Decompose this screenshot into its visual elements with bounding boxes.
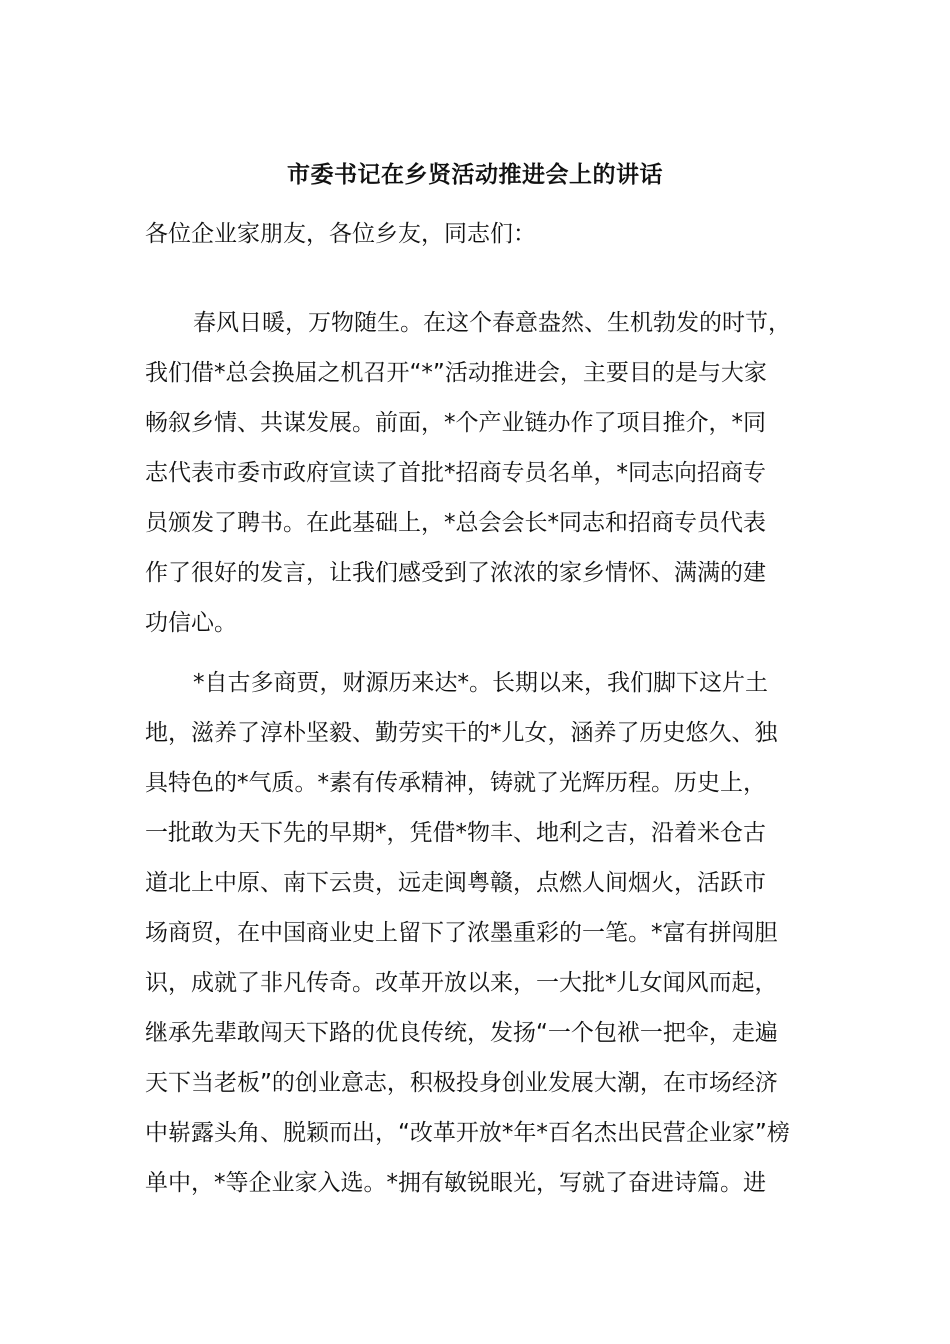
paragraph-line: 畅叙乡情、共谋发展。前面，*个产业链办作了项目推介，*同: [145, 410, 766, 436]
paragraph-line: 地，滋养了淳朴坚毅、勤劳实干的*儿女，涵养了历史悠久、独: [145, 720, 778, 746]
paragraph-line: 一批敢为天下先的早期*，凭借*物丰、地利之吉，沿着米仓古: [145, 820, 766, 846]
document-title: 市委书记在乡贤活动推进会上的讲话: [287, 162, 663, 188]
paragraph-line: 道北上中原、南下云贵，远走闽粤赣，点燃人间烟火，活跃市: [145, 870, 766, 896]
paragraph-line: 志代表市委市政府宣读了首批*招商专员名单，*同志向招商专: [145, 460, 766, 486]
paragraph-line: 作了很好的发言，让我们感受到了浓浓的家乡情怀、满满的建: [145, 560, 766, 586]
paragraph-line: 识，成就了非凡传奇。改革开放以来，一大批*儿女闻风而起，: [145, 970, 778, 996]
paragraph-line: 单中，*等企业家入选。*拥有敏锐眼光，写就了奋进诗篇。进: [145, 1170, 766, 1196]
paragraph-line: 春风日暖，万物随生。在这个春意盎然、生机勃发的时节，: [193, 310, 791, 336]
paragraph-line: 员颁发了聘书。在此基础上，*总会会长*同志和招商专员代表: [145, 510, 766, 536]
paragraph-line: 具特色的*气质。*素有传承精神，铸就了光辉历程。历史上，: [145, 770, 766, 796]
paragraph-line: 继承先辈敢闯天下路的优良传统，发扬“一个包袱一把伞，走遍: [145, 1020, 778, 1046]
paragraph-1: [145, 298, 815, 648]
paragraph-line: *自古多商贾，财源历来达*。长期以来，我们脚下这片土: [193, 670, 768, 696]
paragraph-line: 我们借*总会换届之机召开“*”活动推进会，主要目的是与大家: [145, 360, 767, 386]
paragraph-2: [145, 658, 815, 1208]
paragraph-line: 功信心。: [145, 610, 237, 636]
paragraph-line: 场商贸，在中国商业史上留下了浓墨重彩的一笔。*富有拼闯胆: [145, 920, 778, 946]
salutation: 各位企业家朋友，各位乡友，同志们：: [145, 221, 536, 247]
paragraph-line: 中崭露头角、脱颖而出，“改革开放*年*百名杰出民营企业家”榜: [145, 1120, 790, 1146]
paragraph-line: 天下当老板”的创业意志，积极投身创业发展大潮，在市场经济: [145, 1070, 778, 1096]
